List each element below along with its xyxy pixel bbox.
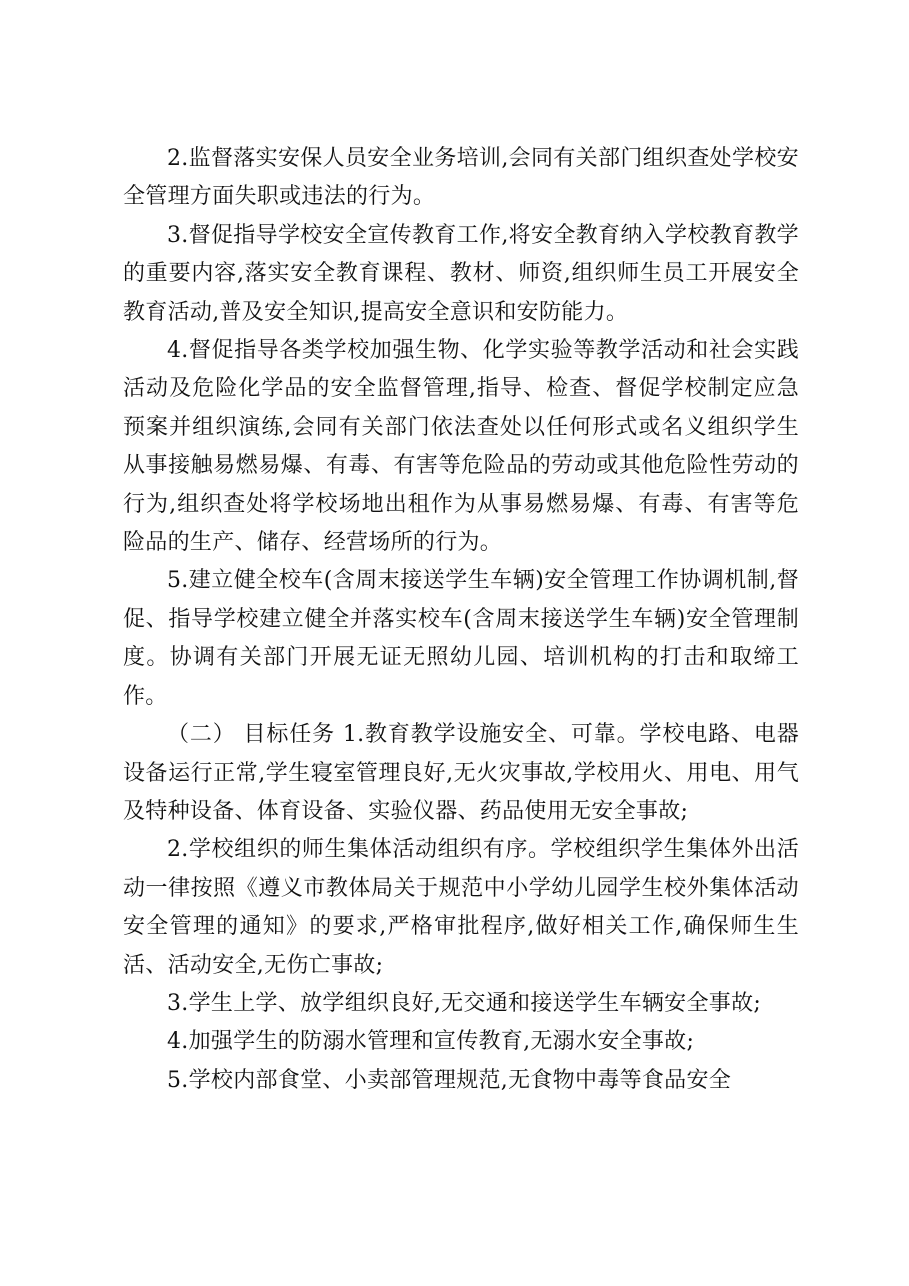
paragraph-lab-safety: 4.督促指导各类学校加强生物、化学实验等教学活动和社会实践活动及危险化学品的安全监督管理,指导、检查、督促学校制定应急预案并组织演练,会同有关部门依法查处以任何形式或名义组织学生从事接触易燃易爆、有毒、有害等危险品的劳动或其他危险性劳动的行为,组织查处将学校场地出租作为从事易燃易爆、有毒、有害等危险品的生产、储存、经营场所的行为。 — [123, 338, 799, 556]
paragraph-group-activities: 2.学校组织的师生集体活动组织有序。学校组织学生集体外出活动一律按照《遵义市教体局关于规范中小学幼儿园学生校外集体活动安全管理的通知》的要求,严格审批程序,做好相关工作,确保师生生活、活动安全,无伤亡事故; — [123, 837, 799, 978]
paragraph-security-training: 2.监督落实安保人员安全业务培训,会同有关部门组织查处学校安全管理方面失职或违法的行为。 — [123, 146, 799, 210]
paragraph-safety-education: 3.督促指导学校安全宣传教育工作,将安全教育纳入学校教育教学的重要内容,落实安全教育课程、教材、师资,组织师生员工开展安全教育活动,普及安全知识,提高安全意识和安防能力。 — [123, 222, 799, 325]
paragraph-drowning-prevention: 4.加强学生的防溺水管理和宣传教育,无溺水安全事故; — [167, 1029, 695, 1055]
document-page — [123, 140, 799, 1100]
paragraph-target-facilities: （二） 目标任务 1.教育教学设施安全、可靠。学校电路、电器设备运行正常,学生寝室管理良好,无火灾事故,学校用火、用电、用气及特种设备、体育设备、实验仪器、药品使用无安全事故; — [123, 722, 799, 824]
paragraph-traffic-safety: 3.学生上学、放学组织良好,无交通和接送学生车辆安全事故; — [167, 990, 762, 1016]
paragraph-school-bus: 5.建立健全校车(含周末接送学生车辆)安全管理工作协调机制,督促、指导学校建立健全并落实校车(含周末接送学生车辆)安全管理制度。协调有关部门开展无证无照幼儿园、培训机构的打击和取缔工作。 — [123, 568, 799, 709]
paragraph-food-safety: 5.学校内部食堂、小卖部管理规范,无食物中毒等食品安全 — [167, 1067, 732, 1093]
